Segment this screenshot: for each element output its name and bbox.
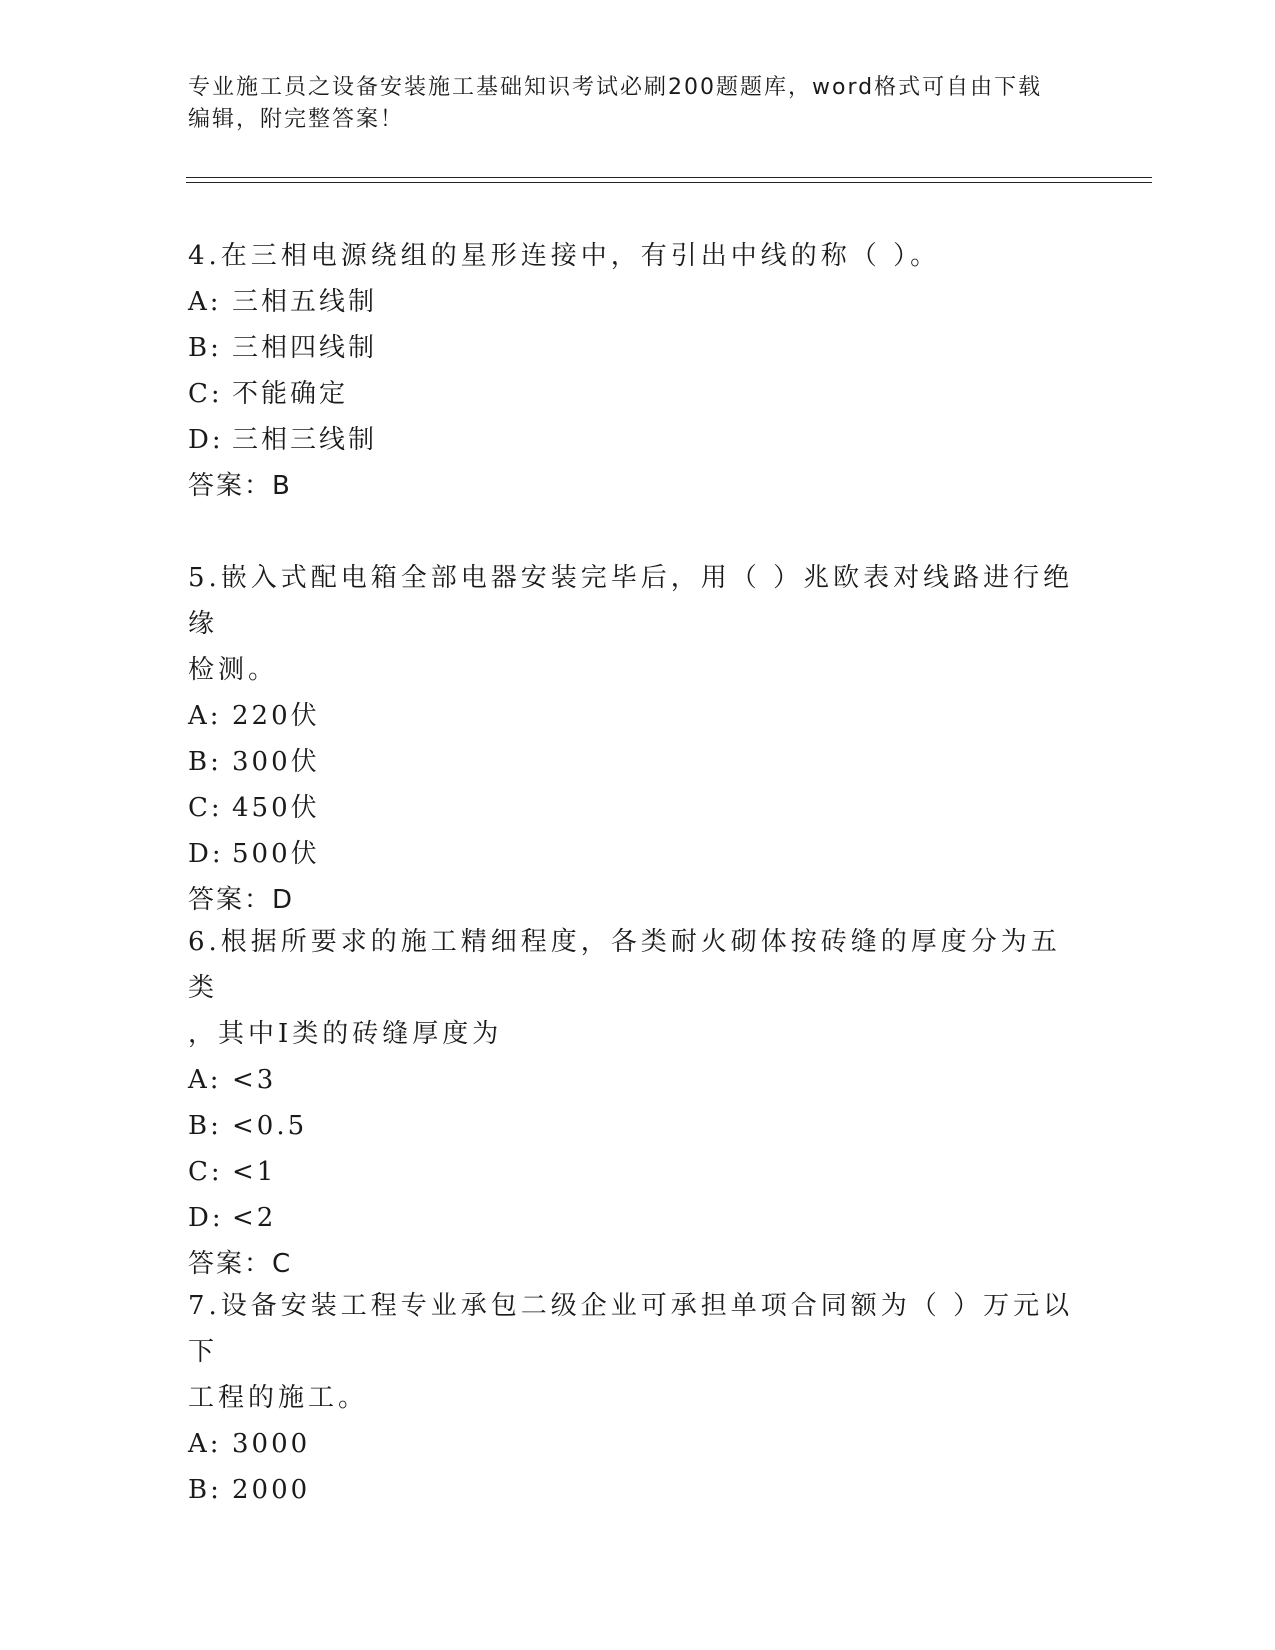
option-letter: B: — [188, 333, 222, 363]
header-line-1: 专业施工员之设备安装施工基础知识考试必刷200题题库，word格式可自由下载 — [188, 75, 1043, 100]
document-header — [188, 72, 1088, 136]
header-line-2: 编辑，附完整答案！ — [188, 107, 405, 132]
option-letter: C: — [188, 793, 223, 823]
option-text: 500伏 — [232, 839, 320, 869]
header-divider-bottom — [186, 182, 1152, 183]
question-text-line-2: 检测。 — [188, 655, 279, 685]
question-7 — [188, 1283, 1088, 1513]
option-letter: A: — [188, 287, 222, 317]
option-letter: B: — [188, 747, 222, 777]
option-text: 不能确定 — [232, 379, 349, 409]
question-text-line-1: 6.根据所要求的施工精细程度，各类耐火砌体按砖缝的厚度分为五类 — [188, 927, 1061, 1003]
option-text: <1 — [232, 1157, 277, 1187]
option-letter: D: — [188, 1203, 224, 1233]
option-letter: B: — [188, 1111, 222, 1141]
option-c — [188, 1149, 1088, 1195]
option-text: <0.5 — [232, 1111, 308, 1141]
question-text-line-1: 5.嵌入式配电箱全部电器安装完毕后，用（ ）兆欧表对线路进行绝缘 — [188, 563, 1074, 639]
option-a — [188, 1421, 1088, 1467]
answer-line: 答案：B — [188, 471, 292, 501]
option-text: 三相五线制 — [232, 287, 378, 317]
answer-line: 答案：D — [188, 885, 295, 915]
option-d — [188, 1195, 1088, 1241]
option-letter: C: — [188, 379, 223, 409]
option-text: 三相三线制 — [232, 425, 378, 455]
option-letter: B: — [188, 1475, 222, 1505]
option-text: 三相四线制 — [232, 333, 378, 363]
option-a — [188, 693, 1088, 739]
option-a — [188, 1057, 1088, 1103]
option-letter: A: — [188, 701, 222, 731]
question-4 — [188, 233, 1088, 509]
question-text: 4.在三相电源绕组的星形连接中，有引出中线的称（ ）。 — [188, 241, 941, 271]
answer-line: 答案：C — [188, 1249, 293, 1279]
question-5 — [188, 555, 1088, 923]
option-text: <2 — [232, 1203, 277, 1233]
option-letter: D: — [188, 839, 224, 869]
option-c — [188, 371, 1088, 417]
option-b — [188, 325, 1088, 371]
question-text-line-1: 7.设备安装工程专业承包二级企业可承担单项合同额为（ ）万元以下 — [188, 1291, 1074, 1367]
option-b — [188, 739, 1088, 785]
question-6 — [188, 919, 1088, 1287]
option-letter: A: — [188, 1429, 222, 1459]
option-c — [188, 785, 1088, 831]
option-text: 450伏 — [232, 793, 320, 823]
option-letter: C: — [188, 1157, 223, 1187]
question-text-line-2: 工程的施工。 — [188, 1383, 369, 1413]
option-b — [188, 1103, 1088, 1149]
option-text: 2000 — [232, 1475, 311, 1505]
option-text: 3000 — [232, 1429, 311, 1459]
option-a — [188, 279, 1088, 325]
option-d — [188, 831, 1088, 877]
option-text: 300伏 — [232, 747, 320, 777]
option-d — [188, 417, 1088, 463]
header-divider-top — [186, 177, 1152, 178]
option-letter: D: — [188, 425, 224, 455]
option-b — [188, 1467, 1088, 1513]
question-text-line-2: ，其中Ⅰ类的砖缝厚度为 — [188, 1019, 503, 1049]
option-text: 220伏 — [232, 701, 320, 731]
option-text: <3 — [232, 1065, 277, 1095]
option-letter: A: — [188, 1065, 222, 1095]
